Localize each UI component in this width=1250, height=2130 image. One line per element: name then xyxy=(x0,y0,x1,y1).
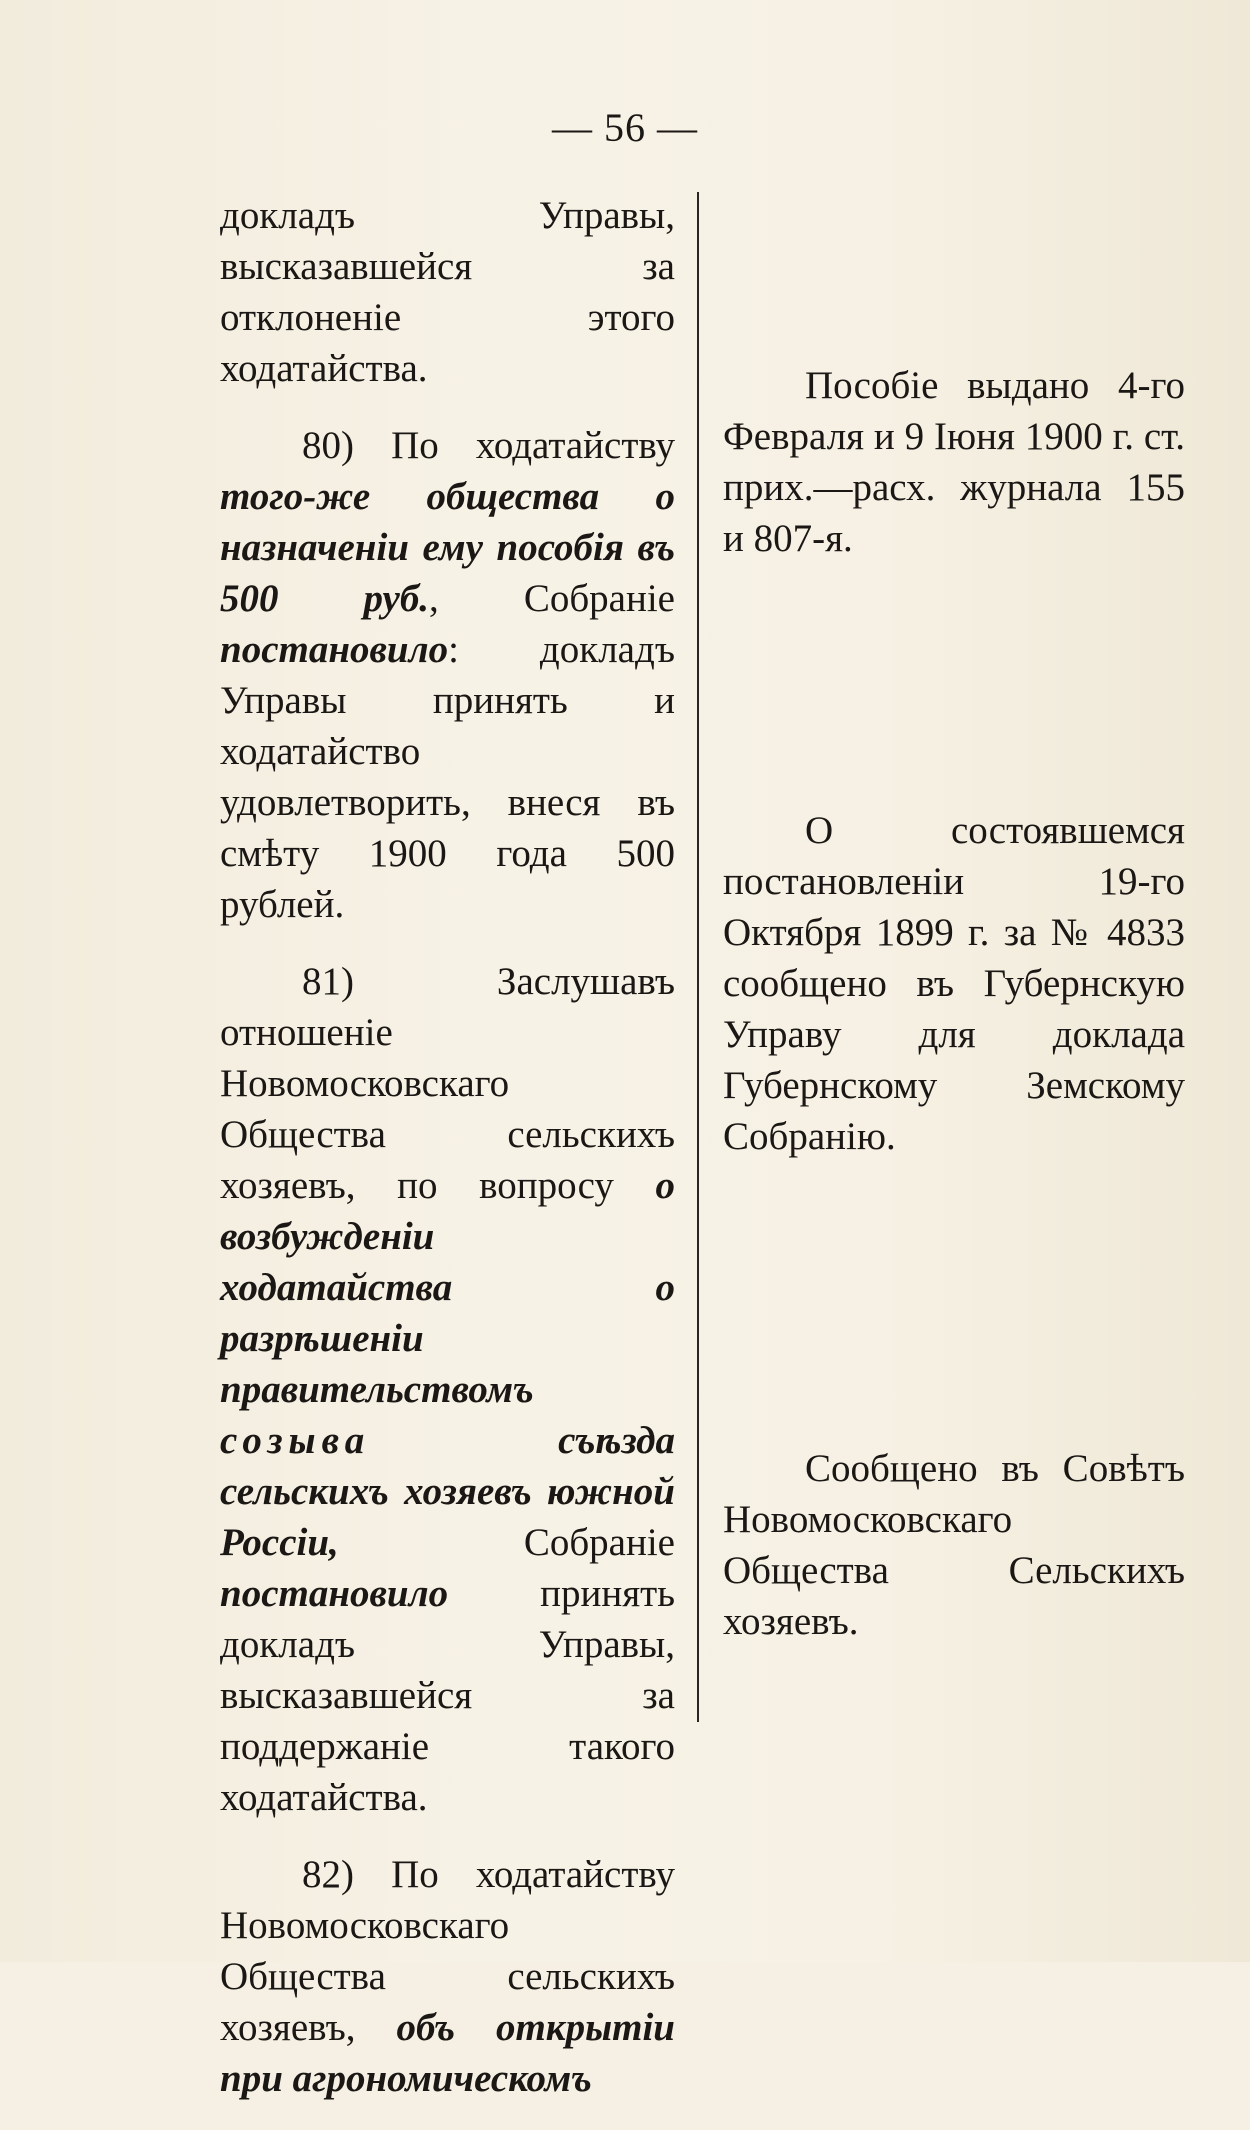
item-81-subject-a: о возбужденіи ходатайства о разрѣшеніи правительствомъ xyxy=(220,1164,676,1411)
continuation-paragraph xyxy=(220,190,675,394)
item-80-comma: , xyxy=(429,577,439,620)
item-80-assembly: Собраніе xyxy=(523,577,675,620)
page-number: — 56 — xyxy=(552,105,698,150)
continuation-text: докладъ Управы, высказавшейся за отклоненіе этого ходатайства. xyxy=(220,194,675,390)
item-81-subject-b: съѣзда сельскихъ хозяевъ южной Россіи, xyxy=(220,1419,675,1564)
item-81-decided: постановило xyxy=(220,1572,449,1615)
item-81-subject-spaced: созыва xyxy=(220,1419,371,1462)
item-81-assembly: Собраніе xyxy=(523,1521,675,1564)
item-81-number: 81) xyxy=(302,960,354,1003)
item-81-lead: Заслушавъ отношеніе Новомосковскаго Общества сельскихъ хозяевъ, по вопросу xyxy=(220,960,675,1207)
item-82-lead: По ходатайству Новомосковскаго Общества сельскихъ хозяевъ, xyxy=(220,1853,675,2049)
item-82-number: 82) xyxy=(302,1853,354,1896)
right-note-2 xyxy=(723,805,1185,1162)
item-81-paragraph xyxy=(220,956,675,1823)
item-82-subject: объ открытіи при агрономическомъ xyxy=(220,2006,675,2100)
item-81-resolution: принять докладъ Управы, высказавшейся за поддержаніе такого ходатайства. xyxy=(220,1572,675,1819)
note-2-text: О состоявшемся постановленіи 19-го Октября 1899 г. за № 4833 сообщено въ Губернскую Управу для доклада Губернскому Земскому Собранію. xyxy=(723,809,1185,1158)
item-80-subject: того-же общества о назначеніи ему пособія въ 500 руб. xyxy=(220,475,675,620)
item-80-number: 80) xyxy=(302,424,354,467)
item-82-paragraph xyxy=(220,1849,675,2104)
right-note-3 xyxy=(723,1443,1185,1647)
right-note-1 xyxy=(723,360,1185,564)
item-80-decided: постановило xyxy=(220,628,449,671)
note-1-text: Пособіе выдано 4-го Февраля и 9 Іюня 1900 г. ст. прих.—расх. журнала 155 и 807-я. xyxy=(723,364,1185,560)
note-3-text: Сообщено въ Совѣтъ Новомосковскаго Общества Сельскихъ хозяевъ. xyxy=(723,1447,1185,1643)
column-divider xyxy=(697,192,699,1722)
item-80-resolution: : докладъ Управы принять и ходатайство удовлетворить, внеся въ смѣту 1900 года 500 рублей. xyxy=(220,628,675,926)
left-column xyxy=(220,190,675,2130)
item-80-paragraph xyxy=(220,420,675,930)
item-80-lead: По ходатайству xyxy=(391,424,675,467)
